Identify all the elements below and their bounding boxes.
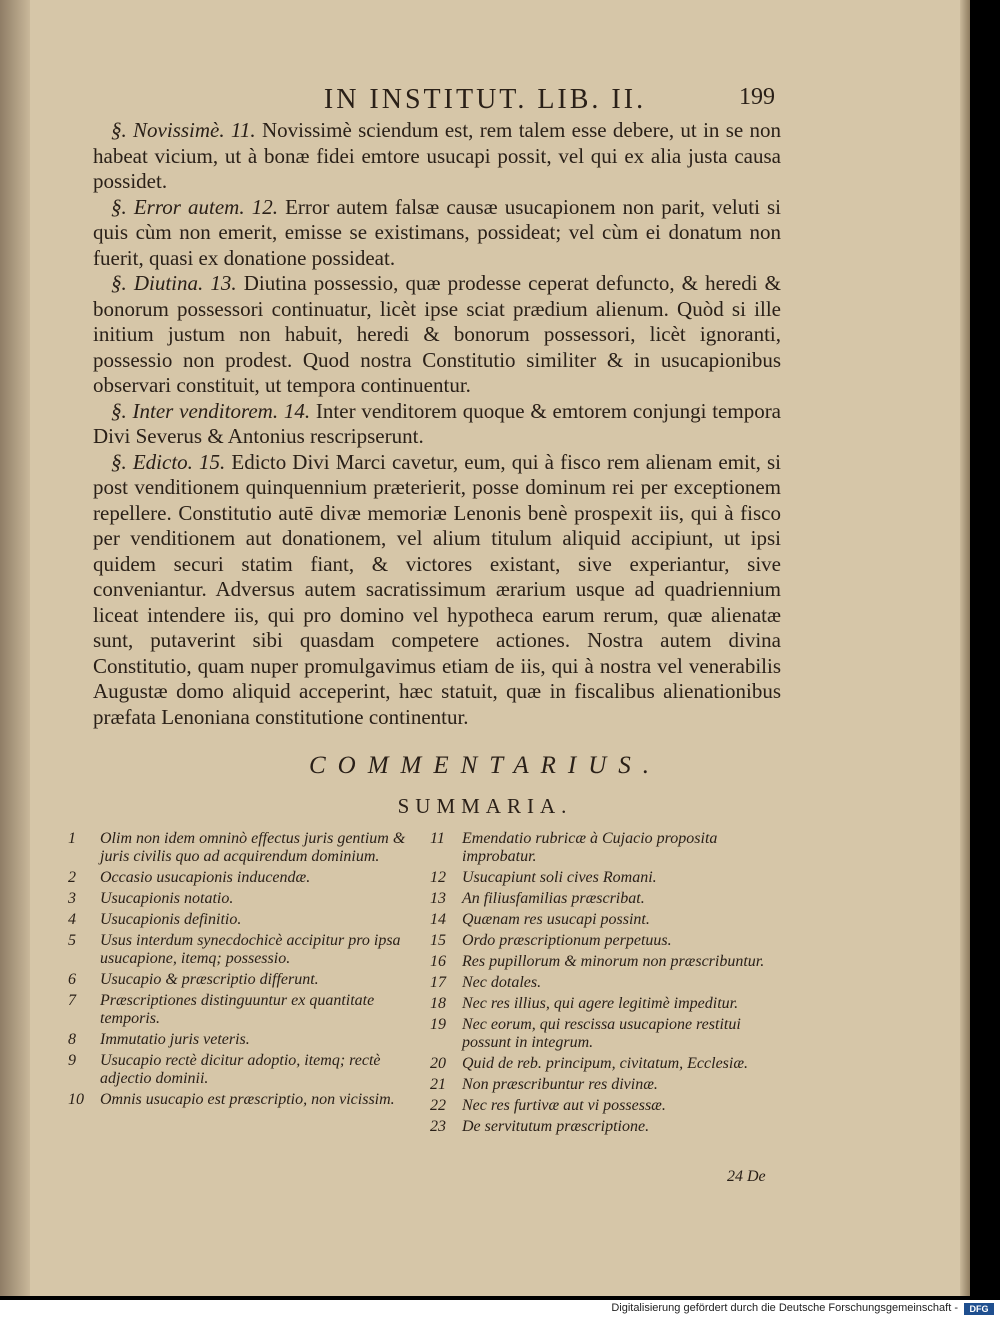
summary-text: Usucapio & præscriptio differunt. xyxy=(100,971,319,988)
summary-item xyxy=(68,830,420,866)
summary-text: Immutatio juris veteris. xyxy=(100,1031,250,1048)
summary-text: Emendatio rubricæ à Cujacio proposita improbatur. xyxy=(462,830,718,865)
summary-item xyxy=(68,992,420,1028)
catchword: 24 De xyxy=(727,1168,766,1185)
dfg-logo-icon: DFG xyxy=(964,1303,994,1315)
summary-text: Usucapionis definitio. xyxy=(100,911,242,928)
summary-item xyxy=(68,1052,420,1088)
page-number: 199 xyxy=(739,84,775,110)
summary-text: Nec res illius, qui agere legitimè impeditur. xyxy=(462,995,739,1012)
summary-text: Usucapionis notatio. xyxy=(100,890,234,907)
paragraph-text: Novissimè sciendum est, rem talem esse debere, ut in se non habeat vicium, ut à bonæ fidei emtore usucapi possit, vel qui ex alia justa causa possidet. xyxy=(93,118,781,193)
summary-number: 15 xyxy=(430,932,446,949)
summary-text: Quænam res usucapi possint. xyxy=(462,911,650,928)
summary-text: Quid de reb. principum, civitatum, Ecclesiæ. xyxy=(462,1055,749,1072)
summary-number: 5 xyxy=(68,932,76,949)
summary-number: 22 xyxy=(430,1097,446,1114)
summary-number: 8 xyxy=(68,1031,76,1048)
summary-item xyxy=(68,971,420,989)
summary-text: Nec eorum, qui rescissa usucapione restitui possunt in integrum. xyxy=(462,1016,741,1051)
summary-number: 13 xyxy=(430,890,446,907)
summary-item xyxy=(430,953,782,971)
summary-item xyxy=(430,974,782,992)
summary-item xyxy=(430,1076,782,1094)
summary-column-left xyxy=(68,830,420,1112)
main-text xyxy=(93,118,781,730)
summary-item xyxy=(68,869,420,887)
summary-text: Olim non idem omninò effectus juris gentium & juris civilis quo ad acquirendum dominium. xyxy=(100,830,406,865)
summary-item xyxy=(430,1097,782,1115)
summary-item xyxy=(430,869,782,887)
summary-number: 14 xyxy=(430,911,446,928)
summary-text: An filiusfamilias præscribat. xyxy=(462,890,645,907)
paragraph xyxy=(93,450,781,731)
paragraph-text: Error autem falsæ causæ usucapionem non parit, veluti si quis cùm non emerit, emisse se existimans, possideat; vel cùm ei donatum non fuerit, quasi ex donatione possideat. xyxy=(93,194,782,270)
summary-item xyxy=(430,890,782,908)
commentary-heading: COMMENTARIUS. xyxy=(308,752,662,779)
summary-number: 1 xyxy=(68,830,76,847)
summary-item xyxy=(430,1118,782,1136)
summary-item xyxy=(68,932,420,968)
summary-text: Usucapio rectè dicitur adoptio, itemq; rectè adjectio dominii. xyxy=(100,1052,381,1087)
summary-number: 9 xyxy=(68,1052,76,1069)
summary-text: Nec dotales. xyxy=(462,974,542,991)
paragraph xyxy=(93,271,781,399)
summary-text: Præscriptiones distinguuntur ex quantitate temporis. xyxy=(100,992,375,1027)
summary-text: De servitutum præscriptione. xyxy=(462,1118,650,1135)
summary-number: 2 xyxy=(68,869,76,886)
summary-number: 19 xyxy=(430,1016,446,1033)
summary-number: 23 xyxy=(430,1118,446,1135)
summary-number: 21 xyxy=(430,1076,446,1093)
paragraph-text: Diutina possessio, quæ prodesse ceperat defuncto, & heredi & bonorum possessori continuatur, licèt ipse sciat prædium alienum. Quòd si ille initium justum non habuit, heredi & bonorum possessori, licèt ignoranti, possessio non prodest. Quod nostra Constitutio similiter & in usucapionibus observari constituit, ut tempora continuentur. xyxy=(93,271,781,397)
summary-column-right xyxy=(430,830,782,1139)
summary-text: Res pupillorum & minorum non præscribuntur. xyxy=(462,953,765,970)
summary-number: 16 xyxy=(430,953,446,970)
summary-number: 10 xyxy=(68,1091,84,1108)
summary-text: Non præscribuntur res divinæ. xyxy=(462,1076,658,1093)
paragraph-text: Edicto Divi Marci cavetur, eum, qui à fisco rem alienam emit, si post venditionem quinquennium præterierit, posse dominum rei per exceptionem repellere. Constitutio autē divæ memoriæ Lenonis benè prospexit iis, qui à fisco per venditionem aut donationem, vel alium titulum aliquid accipiunt, ut ipsi quidem securi statim fiant, & victores existant, sive experiantur, sive conveniantur. Adversus autem sacratissimum ærarium usque ad quadriennium liceat intendere iis, qui pro domino vel hypotheca earum rerum, quæ alienatæ sunt, putaverint sibi quasdam competere actiones. Nostra autem divina Constitutio, quam nuper promulgavimus etiam de iis, qui à nostra vel venerabilis Augustæ domo aliquid acceperint, hæc statuit, quæ in fiscalibus alienationibus præfata Lenoniana constitutione continentur. xyxy=(93,449,782,729)
summary-number: 11 xyxy=(430,830,445,847)
running-head xyxy=(0,84,970,114)
summary-item xyxy=(430,932,782,950)
summary-item xyxy=(68,890,420,908)
summary-text: Ordo præscriptionum perpetuus. xyxy=(462,932,672,949)
summary-item xyxy=(430,911,782,929)
summary-number: 17 xyxy=(430,974,446,991)
summary-item xyxy=(430,1055,782,1073)
footer-credit: Digitalisierung gefördert durch die Deutsche Forschungsgemeinschaft - xyxy=(611,1302,958,1314)
summary-item xyxy=(68,1031,420,1049)
paragraph-marker: §. Edicto. 15. xyxy=(111,449,226,474)
paragraph-marker: §. Novissimè. 11. xyxy=(111,118,256,142)
summary-number: 4 xyxy=(68,911,76,928)
summary-text: Usus interdum synecdochicè accipitur pro ipsa usucapione, itemq; possessio. xyxy=(100,932,401,967)
running-head-title: IN INSTITUT. LIB. II. xyxy=(323,84,647,115)
summary-item xyxy=(68,1091,420,1109)
summary-number: 12 xyxy=(430,869,446,886)
paragraph xyxy=(93,399,781,450)
summary-heading: SUMMARIA. xyxy=(397,794,573,818)
summary-text: Occasio usucapionis inducendæ. xyxy=(100,869,311,886)
summary-number: 7 xyxy=(68,992,76,1009)
paragraph-marker: §. Diutina. 13. xyxy=(111,271,237,295)
summary-number: 20 xyxy=(430,1055,446,1072)
summary-number: 3 xyxy=(68,890,76,907)
paragraph-marker: §. Error autem. 12. xyxy=(111,194,278,219)
summary-item xyxy=(430,1016,782,1052)
summary-item xyxy=(430,830,782,866)
summary-number: 6 xyxy=(68,971,76,988)
paragraph-marker: §. Inter venditorem. 14. xyxy=(111,398,311,423)
summary-number: 18 xyxy=(430,995,446,1012)
summary-item xyxy=(68,911,420,929)
summary-text: Omnis usucapio est præscriptio, non vicissim. xyxy=(100,1091,395,1108)
paragraph xyxy=(93,195,781,272)
footer-bar xyxy=(0,1300,1000,1320)
summary-text: Usucapiunt soli cives Romani. xyxy=(462,869,657,886)
paragraph-text: Inter venditorem quoque & emtorem conjungi tempora Divi Severus & Antonius rescripserunt. xyxy=(93,398,782,448)
paragraph xyxy=(93,118,781,195)
summary-text: Nec res furtivæ aut vi possessæ. xyxy=(462,1097,666,1114)
summary-item xyxy=(430,995,782,1013)
